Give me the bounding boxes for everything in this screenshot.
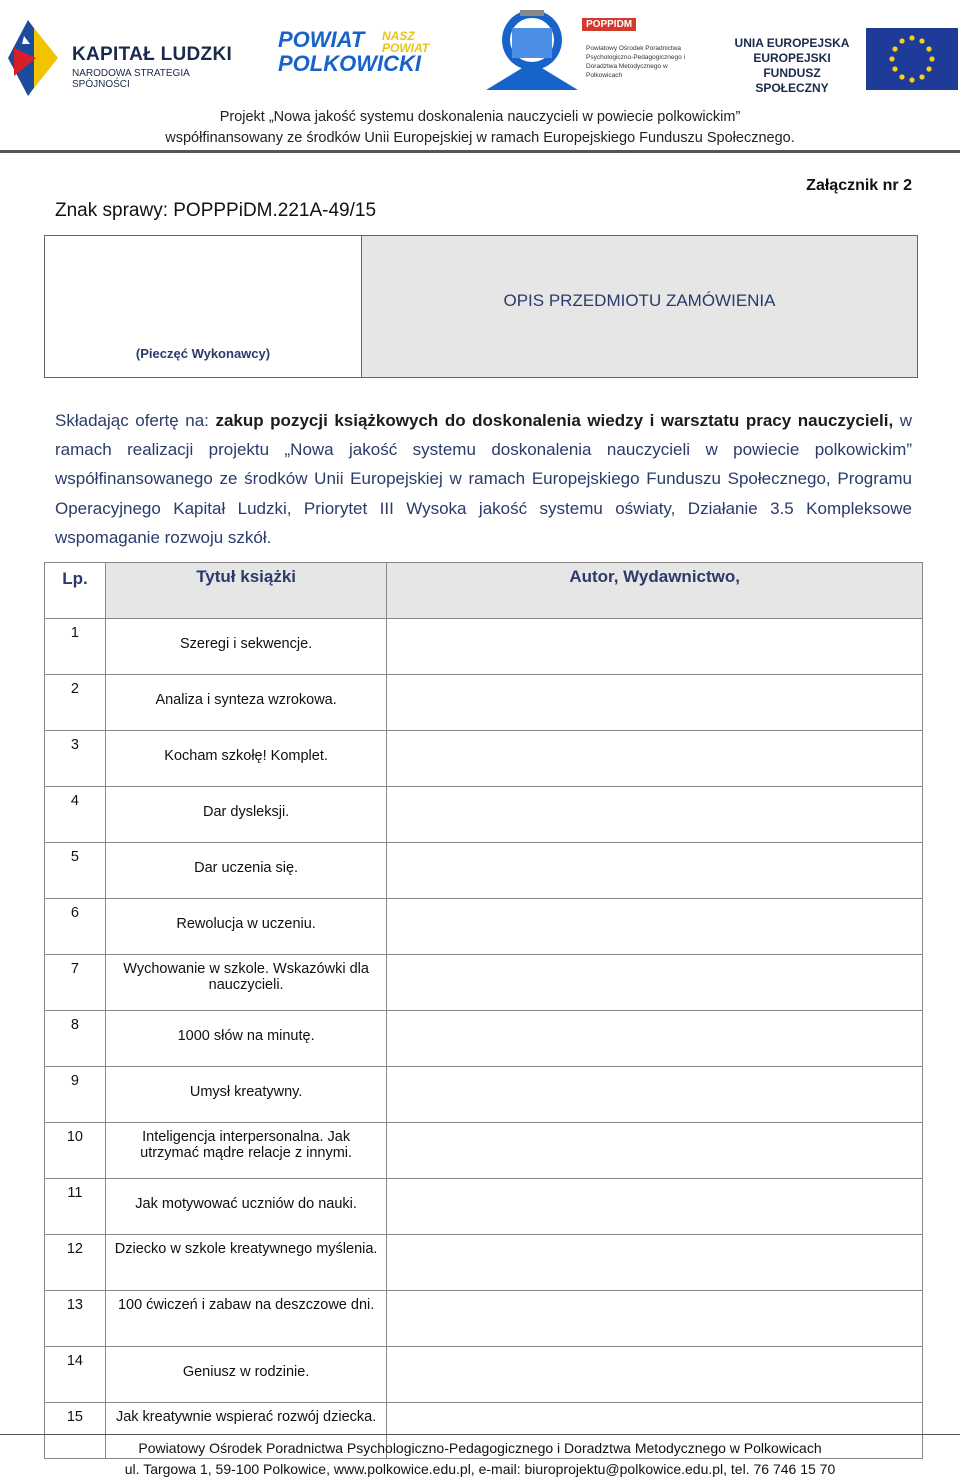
kapital-ludzki-logo: [8, 18, 243, 98]
row-author: [387, 1347, 923, 1403]
row-lp: 14: [45, 1347, 106, 1403]
row-author: [387, 955, 923, 1011]
row-title: Jak motywować uczniów do nauki.: [105, 1179, 386, 1235]
row-lp: 2: [45, 675, 106, 731]
row-title: Kocham szkołę! Komplet.: [105, 731, 386, 787]
table-header-row: [45, 563, 923, 619]
table-row: [45, 1123, 923, 1179]
row-author: [387, 619, 923, 675]
col-title: Tytuł książki: [105, 563, 386, 619]
table-row: [45, 1291, 923, 1347]
title-area: [362, 236, 917, 377]
table-row: [45, 843, 923, 899]
footer-institution: Powiatowy Ośrodek Poradnictwa Psychologiczno-Pedagogicznego i Doradztwa Metodycznego w Polkowicach: [138, 1440, 822, 1456]
row-author: [387, 1123, 923, 1179]
row-title: Wychowanie w szkole. Wskazówki dla nauczycieli.: [105, 955, 386, 1011]
table-row: [45, 1235, 923, 1291]
row-lp: 8: [45, 1011, 106, 1067]
row-title: Geniusz w rodzinie.: [105, 1347, 386, 1403]
row-author: [387, 899, 923, 955]
footer-divider: [0, 1434, 960, 1435]
case-number: Znak sprawy: POPPPiDM.221A-49/15: [55, 200, 377, 221]
row-lp: 13: [45, 1291, 106, 1347]
poppidm-subtitle: Powiatowy Ośrodek Poradnictwa Psychologiczno-Pedagogicznego i Doradztwa Metodycznego w Polkowicach: [586, 45, 686, 79]
row-lp: 1: [45, 619, 106, 675]
project-title-line: Projekt „Nowa jakość systemu doskonalenia nauczycieli w powiecie polkowickim”: [219, 109, 741, 125]
nasz-powiat-text: NASZ POWIAT: [382, 29, 430, 55]
row-lp: 6: [45, 899, 106, 955]
kapital-ludzki-emblem-icon: [8, 18, 64, 96]
row-author: [387, 787, 923, 843]
table-row: [45, 1179, 923, 1235]
document-title: OPIS PRZEDMIOTU ZAMÓWIENIA: [503, 291, 776, 310]
kapital-ludzki-title: KAPITAŁ LUDZKI: [72, 44, 233, 65]
table-row: [45, 787, 923, 843]
title-box: [44, 235, 918, 378]
header-divider: [0, 150, 960, 153]
row-lp: 12: [45, 1235, 106, 1291]
powiat-polkowicki-logo: [278, 28, 438, 86]
row-title: Rewolucja w uczeniu.: [105, 899, 386, 955]
row-author: [387, 1067, 923, 1123]
table-row: [45, 619, 923, 675]
row-lp: 3: [45, 731, 106, 787]
row-title: Szeregi i sekwencje.: [105, 619, 386, 675]
row-title: 100 ćwiczeń i zabaw na deszczowe dni.: [105, 1291, 386, 1347]
row-author: [387, 675, 923, 731]
table-row: [45, 731, 923, 787]
stamp-area: [45, 236, 362, 377]
row-lp: 4: [45, 787, 106, 843]
row-author: [387, 1179, 923, 1235]
row-author: [387, 1291, 923, 1347]
table-row: [45, 1347, 923, 1403]
row-title: Jak kreatywnie wspierać rozwój dziecka.: [105, 1403, 386, 1459]
table-row: [45, 675, 923, 731]
poppidm-logo: [482, 4, 686, 94]
row-author: [387, 1235, 923, 1291]
row-author: [387, 1011, 923, 1067]
table-row: [45, 955, 923, 1011]
row-lp: 5: [45, 843, 106, 899]
poppidm-title: POPPIDM: [582, 18, 636, 31]
table-row: [45, 1011, 923, 1067]
row-title: 1000 słów na minutę.: [105, 1011, 386, 1067]
kapital-ludzki-subtitle: NARODOWA STRATEGIA SPÓJNOŚCI: [72, 68, 190, 90]
eu-flag-icon: [866, 28, 958, 90]
row-title: Dar dysleksji.: [105, 787, 386, 843]
poppidm-emblem-icon: [482, 4, 578, 90]
col-author: Autor, Wydawnictwo,: [387, 563, 923, 619]
row-lp: 11: [45, 1179, 106, 1235]
table-row: [45, 1067, 923, 1123]
ue-efs-logo: [728, 28, 960, 95]
logo-bar: [0, 0, 960, 105]
offer-paragraph: Składając ofertę na: zakup pozycji książkowych do doskonalenia wiedzy i warsztatu pracy nauczycieli, w ramach realizacji projektu „Nowa jakość systemu doskonalenia nauczycieli w powiecie polkowickim” współfinansowanego ze środków Unii Europejskiej w ramach Europejskiego Funduszu Społecznego, Programu Operacyjnego Kapitał Ludzki, Priorytet III Wysoka jakość systemu oświaty, Działanie 3.5 Kompleksowe wspomaganie rozwoju szkół.: [55, 411, 913, 547]
row-title: Analiza i synteza wzrokowa.: [105, 675, 386, 731]
books-table: [44, 562, 923, 1459]
row-author: [387, 843, 923, 899]
row-lp: 10: [45, 1123, 106, 1179]
row-title: Dziecko w szkole kreatywnego myślenia.: [105, 1235, 386, 1291]
row-title: Umysł kreatywny.: [105, 1067, 386, 1123]
row-title: Dar uczenia się.: [105, 843, 386, 899]
contractor-stamp-label: (Pieczęć Wykonawcy): [135, 346, 271, 361]
row-lp: 9: [45, 1067, 106, 1123]
powiat-logo-text: POWIAT POLKOWICKI: [278, 27, 421, 76]
row-title: Inteligencja interpersonalna. Jak utrzymać mądre relacje z innymi.: [105, 1123, 386, 1179]
col-lp: Lp.: [45, 563, 106, 619]
ue-logo-text: UNIA EUROPEJSKA EUROPEJSKI FUNDUSZ SPOŁECZNY: [734, 36, 850, 95]
row-author: [387, 731, 923, 787]
project-funding-line: współfinansowany ze środków Unii Europejskiej w ramach Europejskiego Funduszu Społecznego.: [165, 130, 795, 146]
attachment-number: Załącznik nr 2: [806, 177, 912, 194]
row-lp: 7: [45, 955, 106, 1011]
table-row: [45, 899, 923, 955]
offer-subject: zakup pozycji książkowych do doskonalenia wiedzy i warsztatu pracy nauczycieli,: [215, 411, 894, 430]
footer-contact: ul. Targowa 1, 59-100 Polkowice, www.polkowice.edu.pl, e-mail: biuroprojektu@polkowice.edu.pl, tel. 76 746 15 70: [124, 1461, 836, 1477]
row-lp: 15: [45, 1403, 106, 1459]
